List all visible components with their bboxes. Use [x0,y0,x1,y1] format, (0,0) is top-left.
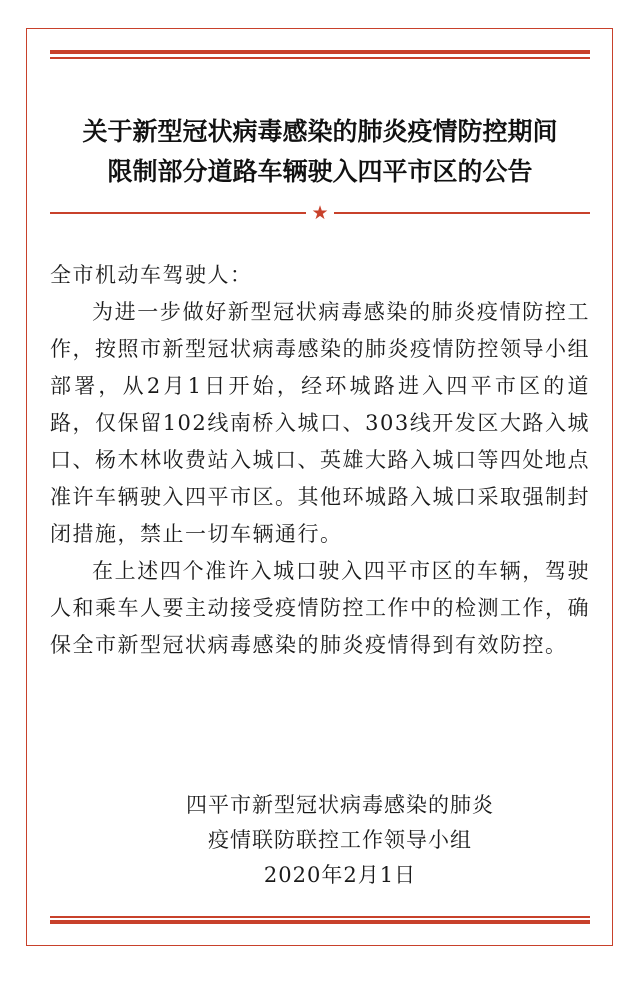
signature-date: 2020年2月1日 [263,863,417,887]
title-line-2: 限制部分道路车辆驶入四平市区的公告 [107,157,533,186]
paragraph-1: 为进一步做好新型冠状病毒感染的肺炎疫情防控工作，按照市新型冠状病毒感染的肺炎疫情防控领导小组部署，从2月1日开始，经环城路进入四平市区的道路，仅保留102线南桥入城口、303线开发区大路入城口、杨木林收费站入城口、英雄大路入城口等四处地点准许车辆驶入四平市区。其他环城路入城口采取强制封闭措施，禁止一切车辆通行。 [50,300,590,546]
signature-block [150,788,530,893]
star-icon: ★ [311,202,329,224]
title-line-1: 关于新型冠状病毒感染的肺炎疫情防控期间 [82,117,558,146]
paragraph-2: 在上述四个准许入城口驶入四平市区的车辆，驾驶人和乘车人要主动接受疫情防控工作中的检测工作，确保全市新型冠状病毒感染的肺炎疫情得到有效防控。 [50,559,590,657]
notice-title [40,112,600,192]
signature-org-line-2: 疫情联防联控工作领导小组 [208,828,472,852]
salutation: 全市机动车驾驶人： [50,263,253,287]
title-divider [50,203,590,223]
divider-line-left [50,212,306,214]
divider-line-right [334,212,590,214]
signature-org-line-1: 四平市新型冠状病毒感染的肺炎 [186,793,494,817]
notice-body [50,257,590,664]
top-double-rule [50,50,590,60]
bottom-double-rule [50,916,590,926]
